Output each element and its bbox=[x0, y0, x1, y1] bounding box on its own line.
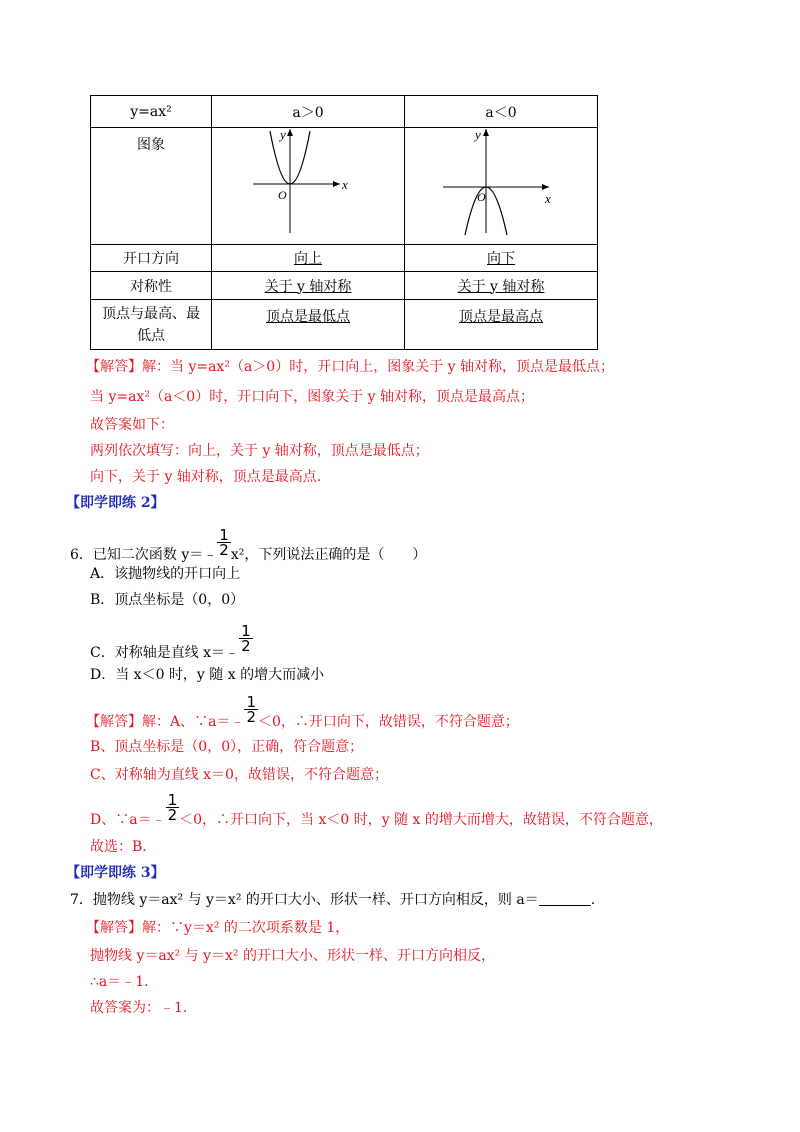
y-axis-label: y bbox=[280, 129, 286, 142]
answer7-line-1: 【解答】解：∵y＝x² 的二次项系数是 1， bbox=[86, 920, 350, 936]
fraction-half: $\frac{1}{2}$ bbox=[246, 693, 257, 726]
section-heading-3: 【即学即练 3】 bbox=[66, 865, 165, 881]
row-label-symmetry: 对称性 bbox=[91, 272, 212, 300]
answer-blank[interactable] bbox=[539, 891, 591, 906]
origin-label: O bbox=[477, 190, 486, 204]
cell-symmetry-negative: 关于 y 轴对称 bbox=[457, 278, 545, 295]
answer5-line-5: 向下，关于 y 轴对称，顶点是最高点. bbox=[90, 469, 322, 485]
cell-vertex-positive: 顶点是最低点 bbox=[266, 309, 350, 325]
fraction-half: $\frac{1}{2}$ bbox=[167, 791, 178, 824]
fraction-half: $\frac{1}{2}$ bbox=[219, 526, 229, 559]
x-axis-label: x bbox=[342, 177, 348, 192]
cell-symmetry-positive: 关于 y 轴对称 bbox=[264, 278, 352, 295]
answer6-line-4: D、∵a＝﹣ $\frac{1}{2}$ ＜0，∴开口向下，当 x＜0 时，y 随 x 的增大而增大，故错误，不符合题意， bbox=[90, 791, 663, 828]
option-a: A．该抛物线的开口向上 bbox=[90, 566, 241, 582]
question-7-stem: 7．抛物线 y＝ax² 与 y＝x² 的开口大小、形状一样、开口方向相反，则 a＝ . bbox=[70, 892, 596, 908]
answer6-line-2: B、顶点坐标是（0，0），正确，符合题意； bbox=[90, 739, 364, 755]
graph-downward-cell bbox=[405, 128, 598, 245]
cell-opening-positive: 向上 bbox=[294, 251, 322, 267]
answer5-line-1: 【解答】解：当 y=ax²（a＞0）时，开口向上，图象关于 y 轴对称，顶点是最低点； bbox=[86, 359, 615, 375]
origin-label: O bbox=[278, 188, 287, 202]
answer7-line-2: 抛物线 y＝ax² 与 y＝x² 的开口大小、形状一样、开口方向相反， bbox=[90, 948, 495, 964]
table-header-negative: a＜0 bbox=[405, 96, 598, 128]
x-axis-label: x bbox=[545, 191, 551, 206]
question-6-stem: 6．已知二次函数 y＝﹣ $\frac{1}{2}$ x²，下列说法正确的是（ ） bbox=[70, 526, 427, 563]
cell-opening-negative: 向下 bbox=[487, 251, 515, 267]
table-header-function: y=ax² bbox=[91, 96, 212, 128]
row-image-label: 图象 bbox=[91, 128, 212, 245]
answer7-line-4: 故答案为：﹣1. bbox=[90, 1000, 188, 1016]
cell-vertex-negative: 顶点是最高点 bbox=[459, 309, 543, 325]
answer5-line-4: 两列依次填写：向上，关于 y 轴对称，顶点是最低点； bbox=[90, 443, 429, 459]
answer6-line-1: 【解答】解：A、∵a＝﹣ $\frac{1}{2}$ ＜0，∴开口向下，故错误，不符合题意； bbox=[86, 693, 519, 730]
table-header-positive: a＞0 bbox=[212, 96, 405, 128]
section-heading-2: 【即学即练 2】 bbox=[66, 495, 165, 511]
answer5-line-2: 当 y=ax²（a＜0）时，开口向下，图象关于 y 轴对称，顶点是最高点； bbox=[90, 389, 535, 405]
answer6-line-5: 故选：B. bbox=[90, 839, 147, 855]
graph-upward-cell bbox=[212, 128, 405, 245]
answer7-line-3: ∴a＝﹣1. bbox=[90, 974, 149, 990]
option-d: D．当 x＜0 时，y 随 x 的增大而减小 bbox=[90, 667, 325, 683]
row-label-vertex: 顶点与最高、最低点 bbox=[91, 300, 212, 350]
fraction-half: $\frac{1}{2}$ bbox=[241, 622, 251, 655]
option-c: C．对称轴是直线 x＝﹣ $\frac{1}{2}$ bbox=[90, 622, 251, 661]
parabola-table bbox=[90, 95, 598, 350]
parabola-up-graph bbox=[248, 129, 368, 239]
option-b: B．顶点坐标是（0，0） bbox=[90, 592, 245, 608]
parabola-down-graph bbox=[441, 129, 561, 239]
row-label-opening: 开口方向 bbox=[91, 245, 212, 272]
answer5-line-3: 故答案如下： bbox=[90, 417, 174, 433]
y-axis-label: y bbox=[475, 129, 481, 142]
answer6-line-3: C、对称轴为直线 x＝0，故错误，不符合题意； bbox=[90, 767, 388, 783]
